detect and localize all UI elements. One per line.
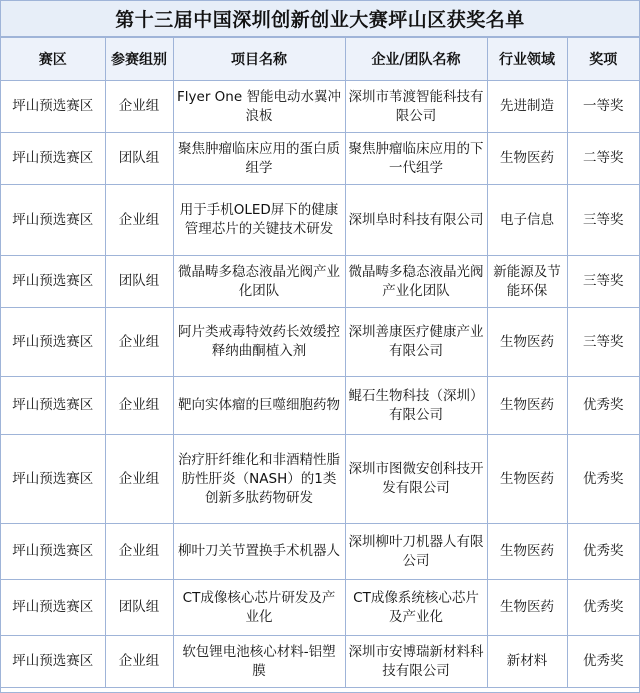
header-division: 赛区 xyxy=(1,38,105,81)
cell-project-name: 微晶畴多稳态液晶光阀产业化团队 xyxy=(173,256,345,308)
cell-division: 坪山预选赛区 xyxy=(1,256,105,308)
cell-company-team: 深圳市图微安创科技开发有限公司 xyxy=(345,435,487,524)
table-row xyxy=(1,256,639,308)
cell-company-team: 微晶畴多稳态液晶光阀产业化团队 xyxy=(345,256,487,308)
cell-division: 坪山预选赛区 xyxy=(1,133,105,185)
cell-company-team: 鲲石生物科技（深圳）有限公司 xyxy=(345,377,487,435)
header-group: 参赛组别 xyxy=(105,38,173,81)
table-row xyxy=(1,185,639,256)
cell-company-team: 深圳柳叶刀机器人有限公司 xyxy=(345,524,487,580)
cell-project-name: 阿片类戒毒特效药长效缓控释纳曲酮植入剂 xyxy=(173,308,345,377)
cell-division: 坪山预选赛区 xyxy=(1,524,105,580)
header-project-name: 项目名称 xyxy=(173,38,345,81)
header-award: 奖项 xyxy=(567,38,639,81)
cell-group: 企业组 xyxy=(105,185,173,256)
cell-group: 团队组 xyxy=(105,580,173,636)
cell-award: 二等奖 xyxy=(567,133,639,185)
cell-division: 坪山预选赛区 xyxy=(1,435,105,524)
cell-project-name: CT成像核心芯片研发及产业化 xyxy=(173,580,345,636)
cell-group: 企业组 xyxy=(105,636,173,688)
cell-project-name: 柳叶刀关节置换手术机器人 xyxy=(173,524,345,580)
table-row xyxy=(1,133,639,185)
cell-division: 坪山预选赛区 xyxy=(1,185,105,256)
cell-award: 优秀奖 xyxy=(567,636,639,688)
cell-division: 坪山预选赛区 xyxy=(1,81,105,133)
cell-project-name: Flyer One 智能电动水翼冲浪板 xyxy=(173,81,345,133)
cell-group: 企业组 xyxy=(105,81,173,133)
cell-industry: 生物医药 xyxy=(487,308,567,377)
cell-division: 坪山预选赛区 xyxy=(1,636,105,688)
cell-award: 三等奖 xyxy=(567,308,639,377)
cell-award: 优秀奖 xyxy=(567,580,639,636)
cell-industry: 新能源及节能环保 xyxy=(487,256,567,308)
cell-group: 企业组 xyxy=(105,524,173,580)
cell-industry: 电子信息 xyxy=(487,185,567,256)
table-row xyxy=(1,377,639,435)
cell-group: 企业组 xyxy=(105,377,173,435)
table-row xyxy=(1,435,639,524)
cell-industry: 生物医药 xyxy=(487,377,567,435)
header-company-team: 企业/团队名称 xyxy=(345,38,487,81)
cell-division: 坪山预选赛区 xyxy=(1,377,105,435)
table-row xyxy=(1,580,639,636)
title-bar xyxy=(1,1,639,37)
cell-company-team: 深圳市苇渡智能科技有限公司 xyxy=(345,81,487,133)
cell-group: 团队组 xyxy=(105,133,173,185)
table-row xyxy=(1,81,639,133)
cell-industry: 先进制造 xyxy=(487,81,567,133)
table-row xyxy=(1,636,639,688)
cell-company-team: 深圳市安博瑞新材料科技有限公司 xyxy=(345,636,487,688)
cell-division: 坪山预选赛区 xyxy=(1,580,105,636)
header-row xyxy=(1,38,639,81)
cell-division: 坪山预选赛区 xyxy=(1,308,105,377)
cell-award: 优秀奖 xyxy=(567,377,639,435)
cell-group: 团队组 xyxy=(105,256,173,308)
cell-award: 优秀奖 xyxy=(567,435,639,524)
cell-award: 优秀奖 xyxy=(567,524,639,580)
cell-company-team: 深圳善康医疗健康产业有限公司 xyxy=(345,308,487,377)
award-table xyxy=(1,37,639,688)
page-title: 第十三届中国深圳创新创业大赛坪山区获奖名单 xyxy=(115,9,525,31)
table-row xyxy=(1,524,639,580)
header-industry: 行业领域 xyxy=(487,38,567,81)
cell-project-name: 用于手机OLED屏下的健康管理芯片的关键技术研发 xyxy=(173,185,345,256)
cell-industry: 生物医药 xyxy=(487,524,567,580)
cell-industry: 新材料 xyxy=(487,636,567,688)
cell-industry: 生物医药 xyxy=(487,133,567,185)
cell-award: 三等奖 xyxy=(567,256,639,308)
cell-company-team: CT成像系统核心芯片及产业化 xyxy=(345,580,487,636)
cell-project-name: 治疗肝纤维化和非酒精性脂肪性肝炎（NASH）的1类创新多肽药物研发 xyxy=(173,435,345,524)
cell-company-team: 深圳阜时科技有限公司 xyxy=(345,185,487,256)
cell-award: 一等奖 xyxy=(567,81,639,133)
cell-group: 企业组 xyxy=(105,435,173,524)
cell-industry: 生物医药 xyxy=(487,435,567,524)
cell-company-team: 聚焦肿瘤临床应用的下一代组学 xyxy=(345,133,487,185)
cell-project-name: 软包锂电池核心材料-铝塑膜 xyxy=(173,636,345,688)
cell-project-name: 聚焦肿瘤临床应用的蛋白质组学 xyxy=(173,133,345,185)
cell-award: 三等奖 xyxy=(567,185,639,256)
table-row xyxy=(1,308,639,377)
cell-industry: 生物医药 xyxy=(487,580,567,636)
cell-group: 企业组 xyxy=(105,308,173,377)
cell-project-name: 靶向实体瘤的巨噬细胞药物 xyxy=(173,377,345,435)
